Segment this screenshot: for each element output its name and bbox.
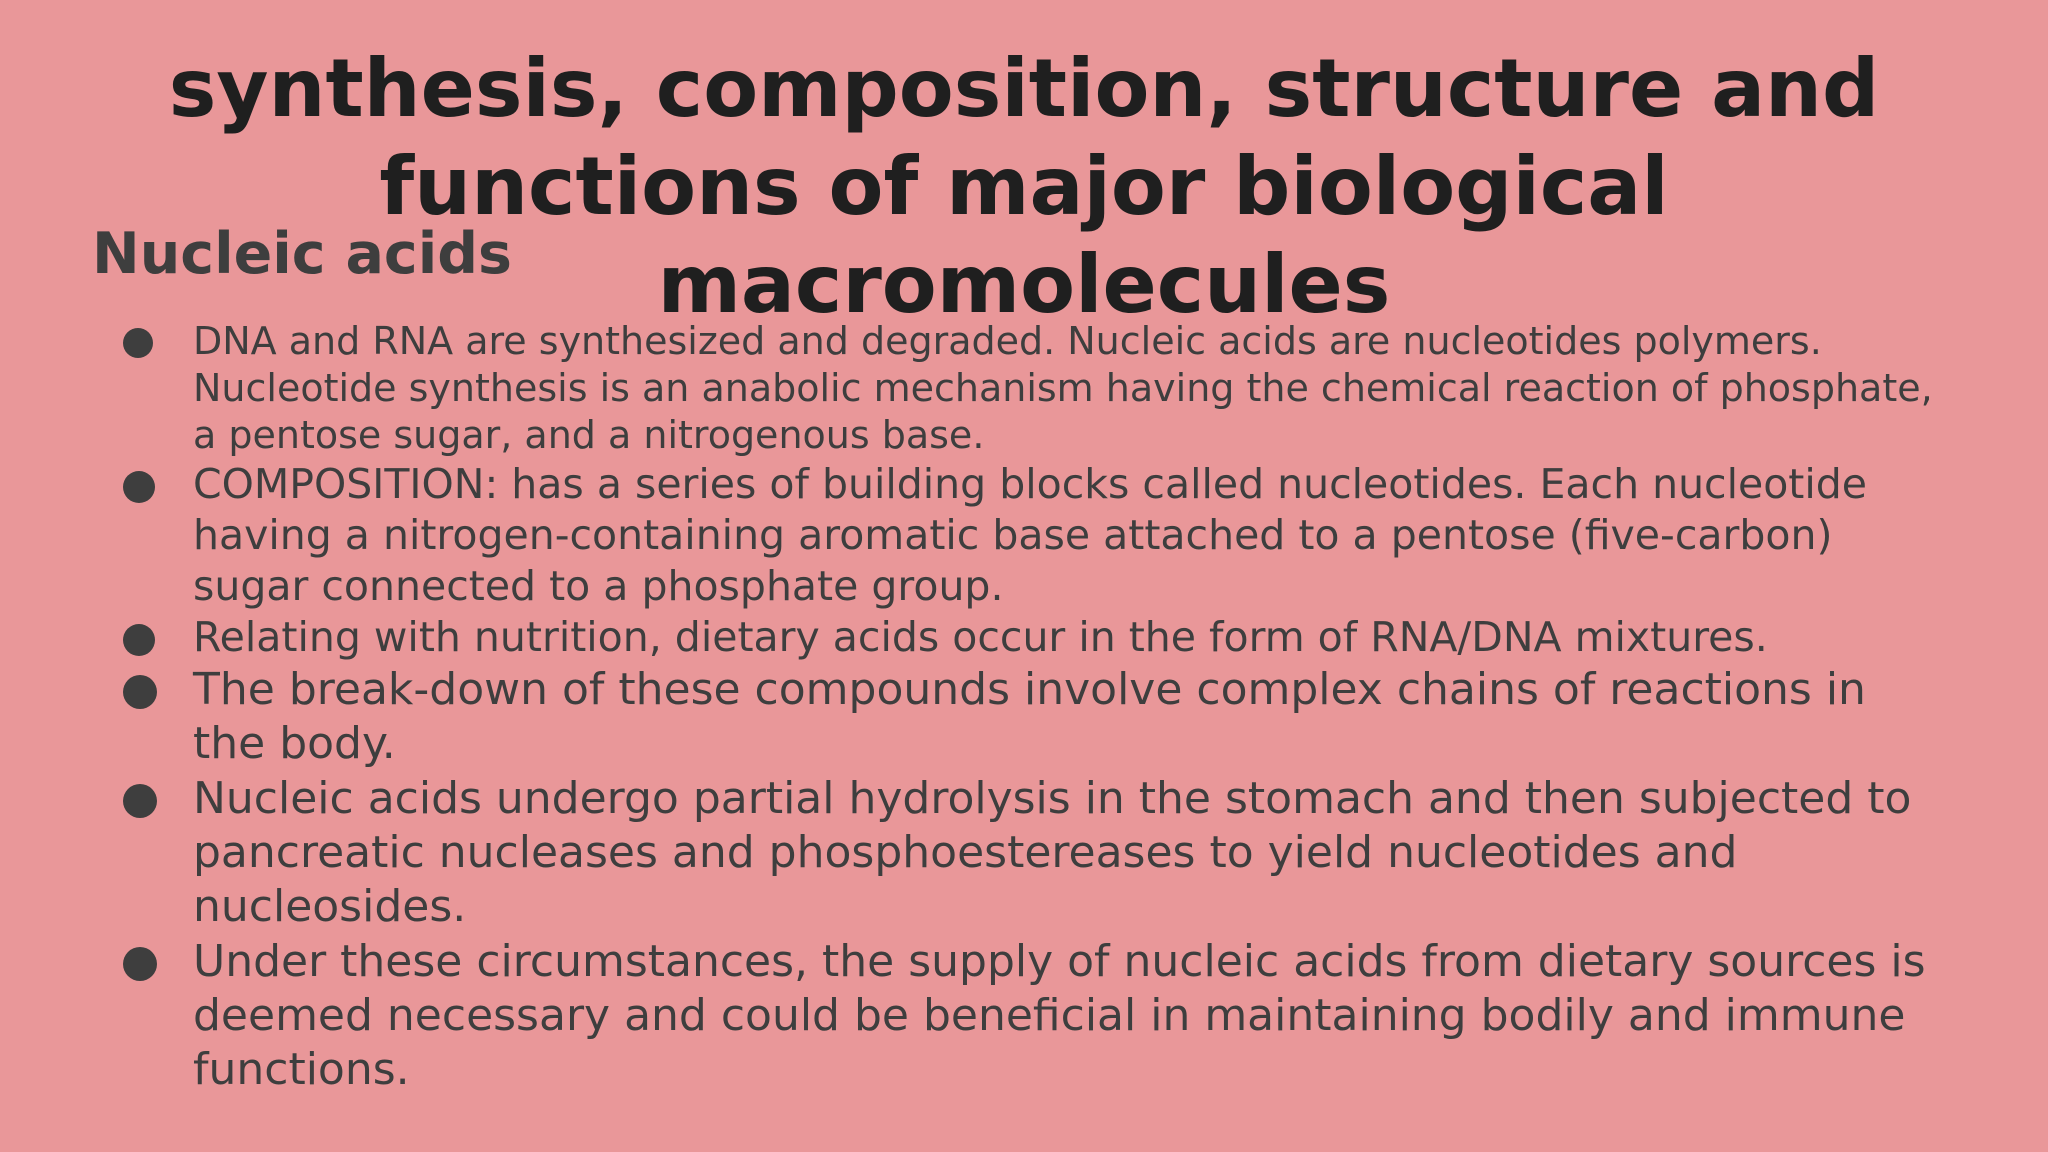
bullet-icon (123, 947, 157, 981)
bullet-text: The break-down of these compounds involve complex chains of reactions in the body. (193, 664, 1866, 769)
bullet-item (120, 459, 1950, 612)
bullet-item (120, 935, 1950, 1097)
bullet-item (120, 612, 1950, 663)
bullet-item (120, 318, 1950, 459)
bullet-icon (123, 675, 157, 709)
bullet-text: COMPOSITION: has a series of building blocks called nucleotides. Each nucleotide having a nitrogen-containing aromatic base attached to a pentose (five-carbon) sugar connected to a phosphate group. (193, 460, 1868, 610)
bullet-list (120, 318, 1950, 1097)
slide-title: synthesis, composition, structure and functions of major biological macromolecules (168, 42, 1880, 331)
bullet-text: DNA and RNA are synthesized and degraded. Nucleic acids are nucleotides polymers. Nucleotide synthesis is an anabolic mechanism having the chemical reaction of phosphate, a pentose sugar, and a nitrogenous base. (193, 319, 1933, 457)
bullet-text: Nucleic acids undergo partial hydrolysis in the stomach and then subjected to pancreatic nucleases and phosphoestereases to yield nucleotides and nucleosides. (193, 773, 1912, 932)
bullet-icon (123, 784, 157, 818)
bullet-text: Under these circumstances, the supply of nucleic acids from dietary sources is deemed necessary and could be beneficial in maintaining bodily and immune functions. (193, 936, 1926, 1095)
bullet-icon (123, 471, 155, 503)
bullet-item (120, 772, 1950, 934)
bullet-icon (123, 624, 155, 656)
bullet-text: Relating with nutrition, dietary acids occur in the form of RNA/DNA mixtures. (193, 613, 1768, 661)
slide-subtitle: Nucleic acids (92, 221, 512, 287)
bullet-item (120, 663, 1950, 771)
